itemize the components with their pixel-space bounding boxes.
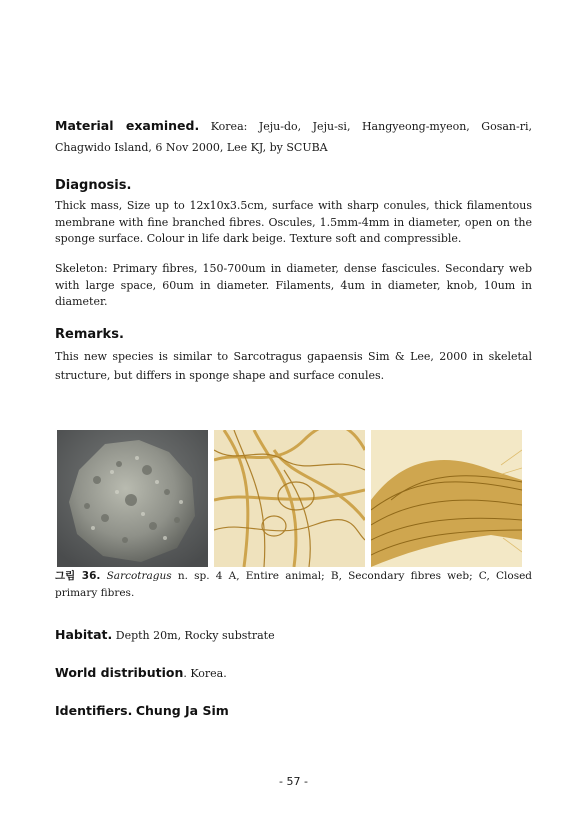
distribution-section	[55, 665, 532, 683]
figure-label: 그림 36.	[55, 570, 101, 582]
entire-animal-photo	[57, 430, 208, 567]
identifiers-text: Chung Ja Sim	[135, 703, 229, 718]
diagnosis-paragraph-2: Skeleton: Primary fibres, 150-700um in diameter, dense fascicules. Secondary web with large space, 60um in diameter. Filaments, 4um in diameter, knob, 10um in diameter.	[55, 262, 532, 308]
habitat-text: Depth 20m, Rocky substrate	[115, 629, 275, 642]
closed-primary-fibres-photo	[371, 430, 522, 567]
identifiers-section	[55, 703, 532, 721]
figure-caption-text: n. sp. 4 A, Entire animal; B, Secondary fibres web; C, Closed primary fibres.	[55, 570, 533, 599]
diagnosis-heading: Diagnosis.	[55, 178, 132, 193]
material-text-2: Chagwido Island, 6 Nov 2000, Lee KJ, by SCUBA	[55, 140, 328, 154]
material-examined-section	[55, 118, 532, 156]
material-text-1: Korea: Jeju-do, Jeju-si, Hangyeong-myeon, Gosan-ri,	[210, 120, 532, 133]
remarks-heading: Remarks.	[55, 327, 124, 342]
fibre-web-illustration	[214, 430, 365, 567]
distribution-heading: World distribution	[55, 665, 184, 680]
remarks-text: This new species is similar to Sarcotragus gapaensis Sim & Lee, 2000 in skeletal structure, but differs in sponge shape and surface conules.	[55, 350, 532, 382]
primary-fibres-illustration	[371, 430, 522, 567]
distribution-text: . Korea.	[183, 667, 227, 680]
habitat-section	[55, 627, 532, 645]
habitat-heading: Habitat.	[55, 627, 113, 642]
page-number: - 57 -	[279, 775, 308, 788]
material-line-1	[55, 118, 532, 136]
material-heading: Material examined.	[55, 118, 200, 133]
diagnosis-paragraph-1: Thick mass, Size up to 12x10x3.5cm, surface with sharp conules, thick filamentous membrane with fine branched fibres. Oscules, 1.5mm-4mm in diameter, open on the sponge surface. Colour in life dark beige. Texture soft and compressible.	[55, 199, 532, 245]
identifiers-heading: Identifiers.	[55, 703, 133, 718]
figure-genus: Sarcotragus	[106, 570, 172, 582]
secondary-fibres-web-photo	[214, 430, 365, 567]
figure-caption	[55, 568, 532, 602]
sponge-illustration	[57, 430, 208, 567]
